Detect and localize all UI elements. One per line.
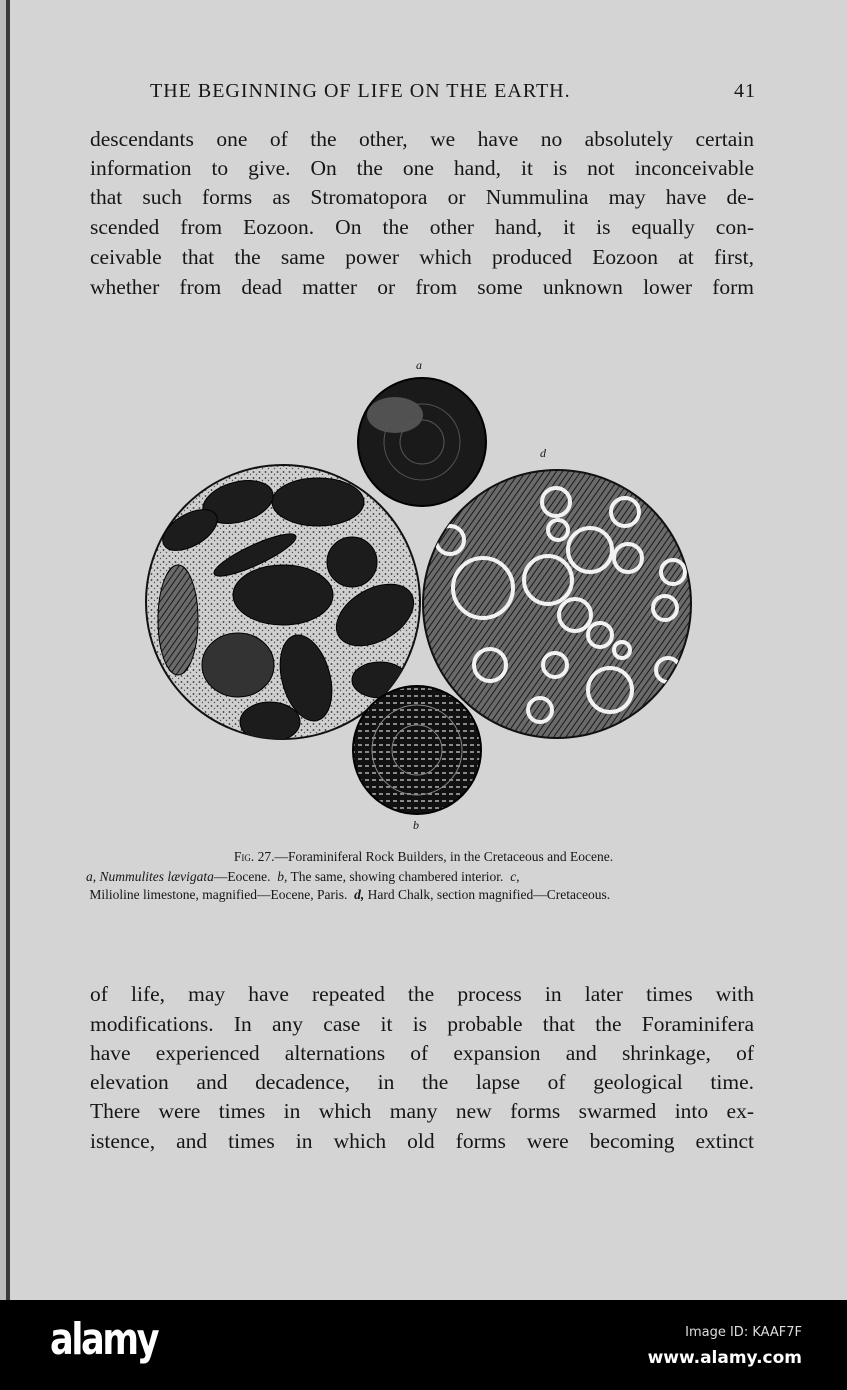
- image-id: Image ID: KAAF7F: [685, 1325, 802, 1340]
- running-header: [150, 80, 756, 103]
- figure-a-nummulites: [358, 378, 486, 506]
- legend-c-text: Milioline limestone, magnified—Eocene, Paris.: [89, 886, 348, 902]
- text-line: istence, and times in which old forms were becoming extinct: [90, 1129, 754, 1153]
- legend-key-d: d,: [354, 886, 365, 902]
- caption-fig-number: Fig. 27.: [233, 849, 275, 864]
- text-line: ceivable that the same power which produced Eozoon at first,: [90, 245, 754, 269]
- text-line: information to give. On the one hand, it is not inconceivable: [90, 156, 754, 180]
- text-line: scended from Eozoon. On the other hand, it is equally con-: [90, 215, 754, 239]
- legend-b-text: The same, showing chambered interior.: [290, 869, 504, 884]
- legend-key-b: b,: [277, 869, 288, 884]
- legend-key-a: a,: [86, 869, 97, 884]
- text-line: modifications. In any case it is probable that the Foraminifera: [90, 1012, 754, 1036]
- figure-b-chambered-interior: [353, 686, 481, 814]
- legend-species-name: Nummulites lævigata: [99, 869, 214, 884]
- legend-key-c: c,: [510, 869, 520, 884]
- legend-a-text: —Eocene.: [213, 869, 271, 884]
- figure-label-b: b: [413, 818, 419, 832]
- site-url: www.alamy.com: [647, 1348, 802, 1368]
- legend-d-text: Hard Chalk, section magnified—Cretaceous.: [367, 886, 611, 902]
- running-head-title: THE BEGINNING OF LIFE ON THE EARTH.: [150, 80, 571, 102]
- text-line: that such forms as Stromatopora or Nummulina may have de-: [90, 185, 754, 209]
- figure-label-d: d: [540, 446, 546, 460]
- text-line: of life, may have repeated the process in later times with: [90, 982, 754, 1006]
- foraminifera-engraving: [0, 350, 847, 840]
- page-number: 41: [734, 80, 756, 102]
- caption-title: —Foraminiferal Rock Builders, in the Cretaceous and Eocene.: [274, 849, 614, 864]
- figure-label-a: a: [416, 358, 422, 372]
- figure-caption: [0, 849, 847, 865]
- figure-legend: [86, 868, 778, 903]
- text-line: whether from dead matter or from some unknown lower form: [90, 275, 754, 299]
- text-line: elevation and decadence, in the lapse of geological time.: [90, 1070, 754, 1094]
- watermark-footer-bar: [0, 1300, 847, 1390]
- figure-27-illustration: [0, 350, 847, 840]
- text-line: have experienced alternations of expansion and shrinkage, of: [90, 1041, 754, 1065]
- alamy-logo: alamy: [50, 1314, 158, 1365]
- figure-d-hard-chalk: [423, 470, 691, 738]
- text-line: descendants one of the other, we have no absolutely certain: [90, 127, 754, 151]
- text-line: There were times in which many new forms swarmed into ex-: [90, 1099, 754, 1123]
